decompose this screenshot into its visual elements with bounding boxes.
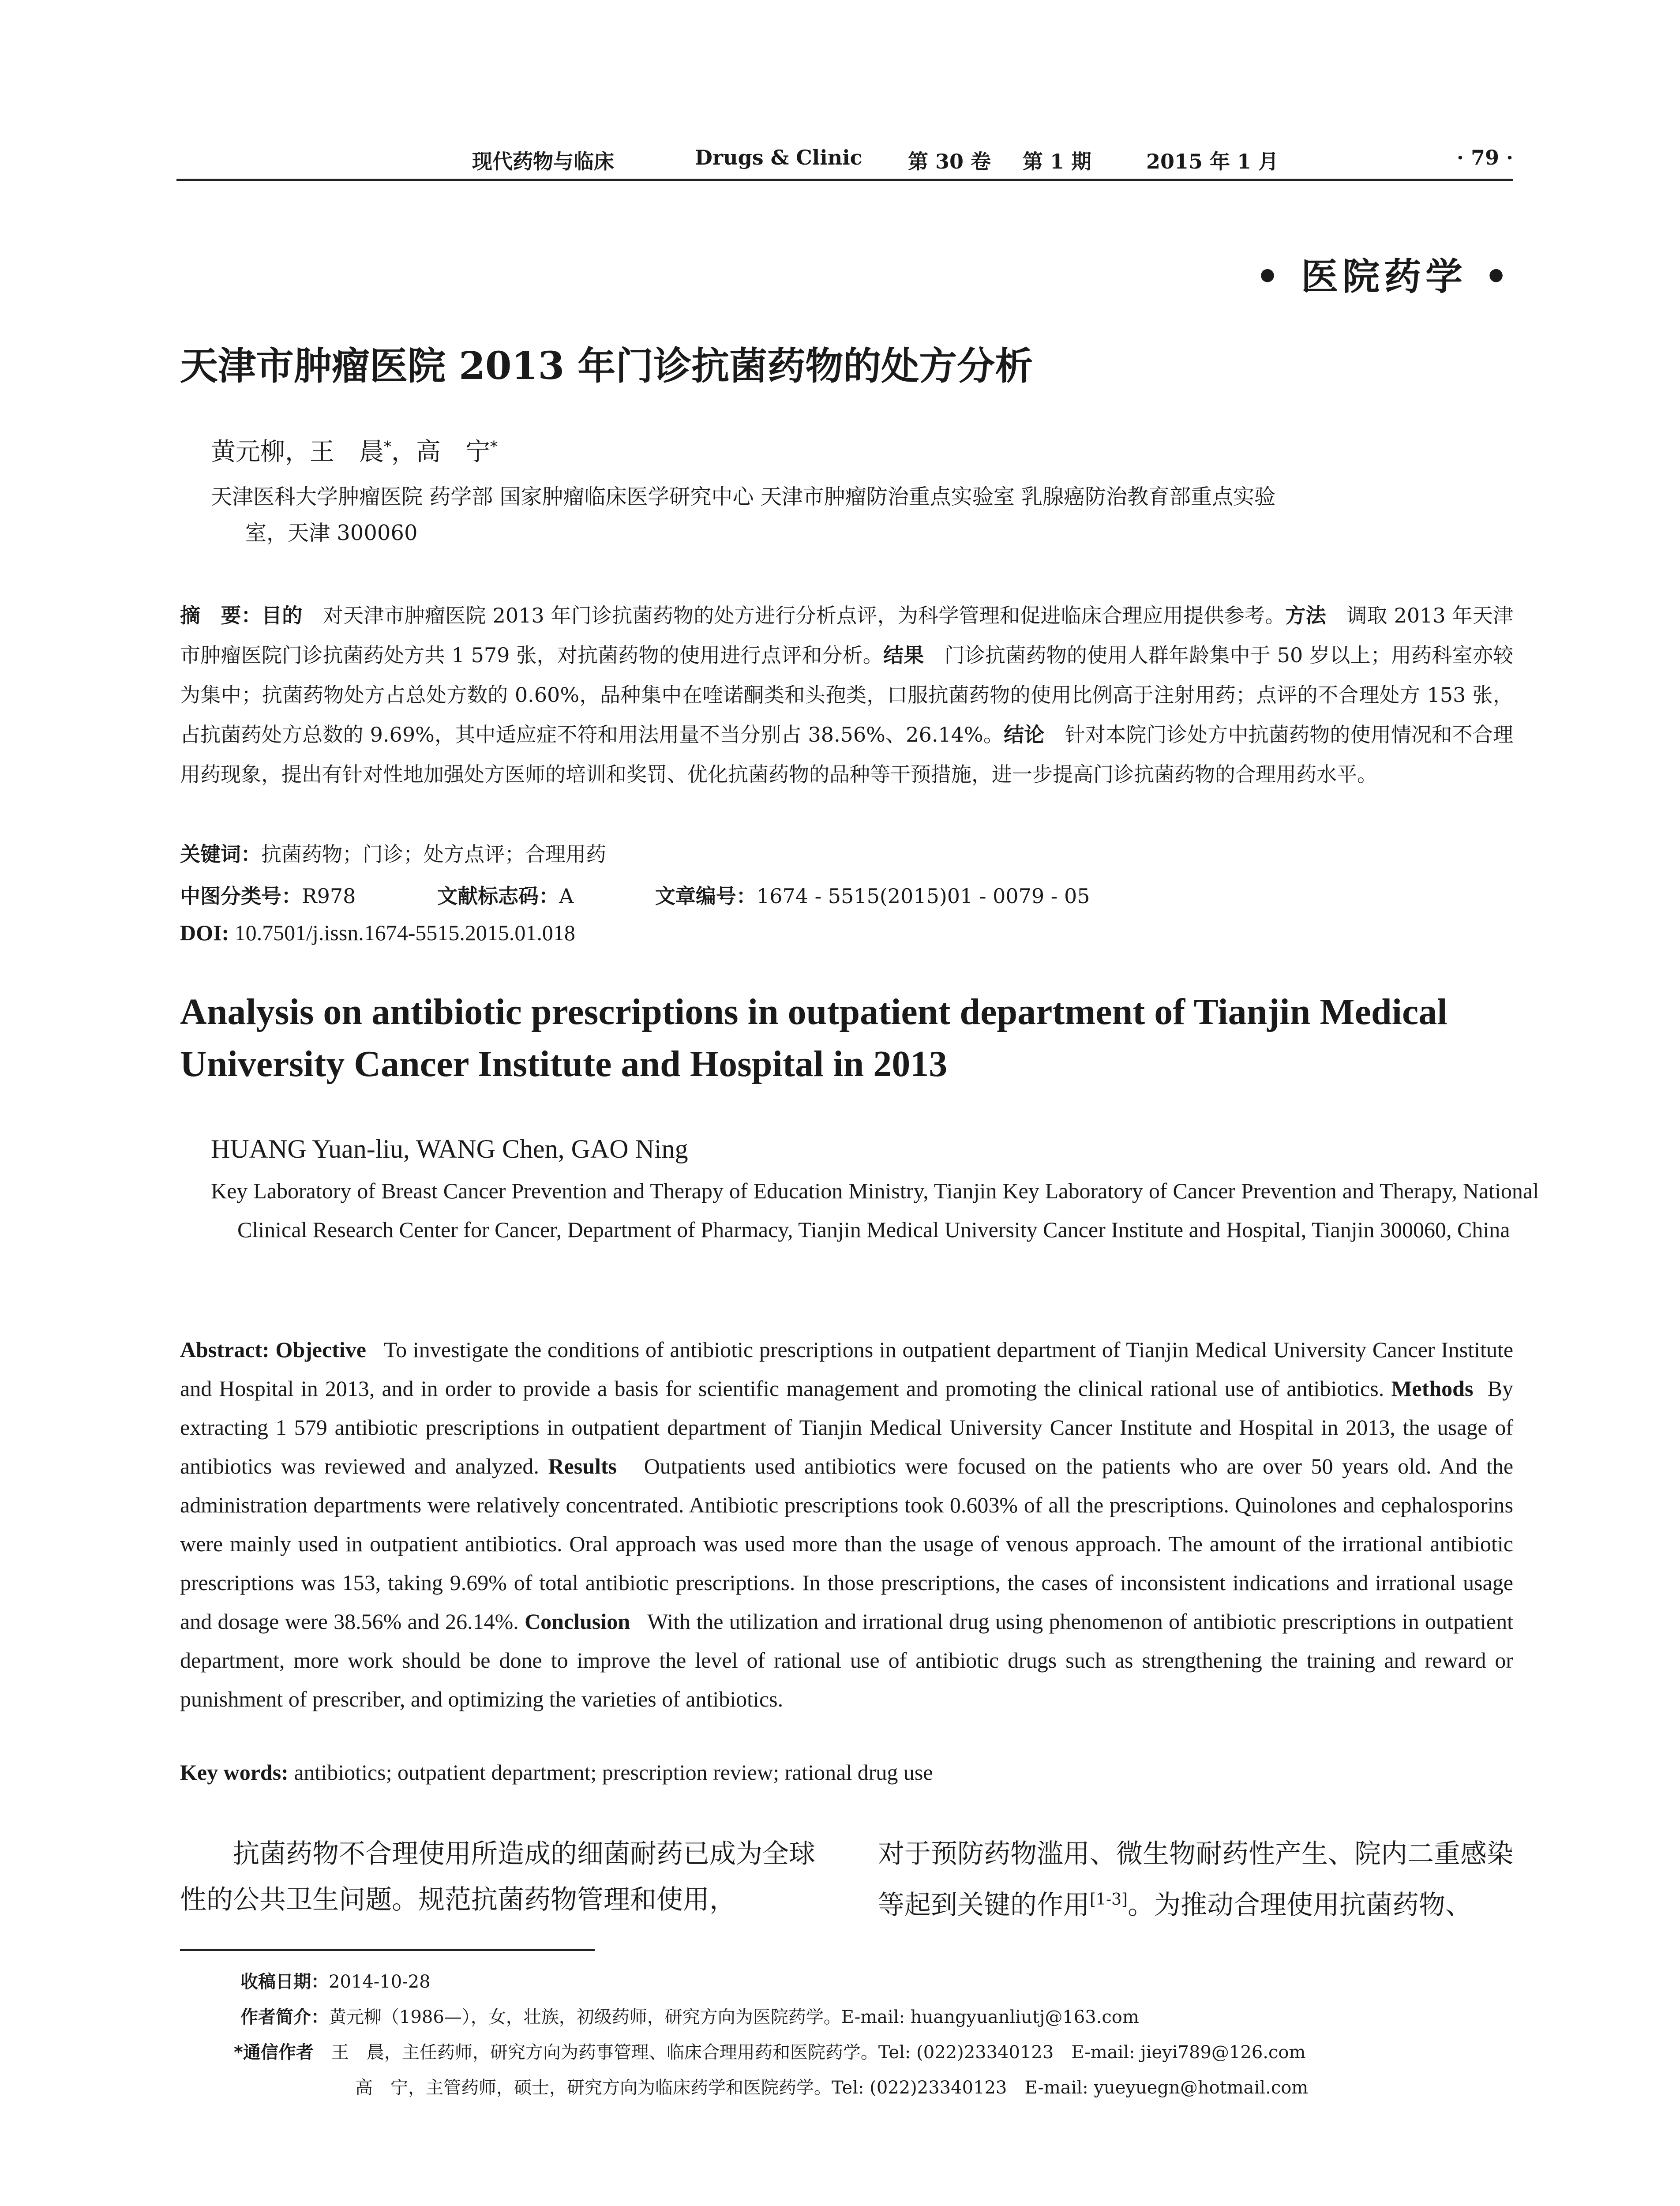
page-number: · 79 · <box>1456 146 1513 169</box>
methods-text: 调取 2013 年天津市肿瘤医院门诊抗菌药处方共 1 579 张，对抗菌药物的使用进行点评和分析。 <box>180 604 1514 667</box>
results-label: 结果 <box>883 643 924 667</box>
clc-label: 中图分类号： <box>180 884 302 908</box>
abstract-label: 摘 要： <box>180 604 262 627</box>
objective-label: Objective <box>275 1337 366 1362</box>
corresponding-mark: * <box>490 438 498 456</box>
journal-name-cn: 现代药物与临床 <box>472 150 614 173</box>
bio-text: 黄元柳（1986—），女，壮族，初级药师，研究方向为医院药学。E-mail: huangyuanliutj@163.com <box>329 2007 1139 2027</box>
author-name: 高 宁 <box>416 438 490 466</box>
en-title: Analysis on antibiotic prescriptions in outpatient department of Tianjin Medical University Cancer Institute and Hospital in 2013 <box>180 991 1448 1084</box>
cn-classification <box>180 880 1090 909</box>
abstract-label: Abstract: <box>180 1337 270 1362</box>
keywords-text: 抗菌药物；门诊；处方点评；合理用药 <box>261 842 606 866</box>
author-name: 黄元柳 <box>211 438 285 466</box>
body-text: 。为推动合理使用抗菌药物、 <box>1128 1890 1472 1921</box>
clc-value: R978 <box>302 884 356 908</box>
doc-code-value: A <box>559 884 574 908</box>
corresponding-mark: * <box>384 438 391 456</box>
volume: 第 30 卷 <box>908 150 991 173</box>
en-keywords <box>180 1760 1513 1785</box>
cn-affiliation-line-1: 天津医科大学肿瘤医院 药学部 国家肿瘤临床医学研究中心 天津市肿瘤防治重点实验室 乳腺癌防治教育部重点实验 <box>211 484 1276 509</box>
conclusion-label: 结论 <box>1004 723 1045 747</box>
corresponding-author-2: 高 宁，主管药师，硕士，研究方向为临床药学和医院药学。Tel: (022)23340123 E-mail: yueyuegn@hotmail.com <box>355 2078 1309 2098</box>
corresponding-author-1: 王 晨，主任药师，研究方向为药事管理、临床合理用药和医院药学。Tel: (022)23340123 E-mail: jieyi789@126.com <box>331 2042 1306 2063</box>
received-label: 收稿日期： <box>240 1972 329 1992</box>
footnote-received <box>240 1968 431 1993</box>
citation-ref: [1-3] <box>1090 1891 1128 1909</box>
section-label: • 医院药学 • <box>1256 255 1512 298</box>
conclusion-label: Conclusion <box>525 1609 630 1634</box>
conclusion-text: With the utilization and irrational drug using phenomenon of antibiotic prescriptions in outpatient department, more work should be done to improve the level of rational use of antibiotic drugs such as strengthening the training and reward or punishment of prescriber, and optimizing the varieties of antibiotics. <box>180 1609 1514 1711</box>
article-no-value: 1674 - 5515(2015)01 - 0079 - 05 <box>756 884 1090 908</box>
cn-title: 天津市肿瘤医院 2013 年门诊抗菌药物的处方分析 <box>180 344 1033 388</box>
objective-text: To investigate the conditions of antibiotic prescriptions in outpatient department of Tianjin Medical University Cancer Institute and Hospital in 2013, and in order to provide a basis for scientific management and promoting the clinical rational use of antibiotics. <box>180 1337 1514 1401</box>
doi-value: 10.7501/j.issn.1674-5515.2015.01.018 <box>234 920 575 945</box>
objective-label: 目的 <box>262 604 303 627</box>
doi-label: DOI: <box>180 920 229 945</box>
article-no-label: 文章编号： <box>655 884 757 908</box>
cn-authors: 黄元柳，王 晨*，高 宁* <box>211 438 498 466</box>
results-text: Outpatients used antibiotics were focused on the patients who are over 50 years old. And the administration departments were relatively concentrated. Antibiotic prescriptions took 0.603% of all the prescriptions. Quinolones and cephalosporins were mainly used in outpatient antibiotics. Oral approach was used more than the usage of venous approach. The amount of the irrational antibiotic prescriptions was 153, taking 9.69% of total antibiotic prescriptions. In those prescriptions, the cases of inconsistent indications and irrational usage and dosage were 38.56% and 26.14%. <box>180 1454 1514 1634</box>
doc-code-label: 文献标志码： <box>437 884 559 908</box>
cn-abstract <box>180 596 1513 794</box>
body-column-left: 抗菌药物不合理使用所造成的细菌耐药已成为全球性的公共卫生问题。规范抗菌药物管理和使用， <box>180 1838 815 1915</box>
running-header <box>176 146 1513 181</box>
footnote-divider <box>180 1949 595 1951</box>
body-column-right <box>878 1831 1513 1928</box>
en-abstract <box>180 1330 1513 1718</box>
body-text: 对于预防药物滥用、微生物耐药性产生、院内二重感染等起到关键的作用 <box>878 1838 1513 1921</box>
journal-name-en: Drugs & Clinic <box>695 146 862 169</box>
en-authors: HUANG Yuan-liu, WANG Chen, GAO Ning <box>211 1134 688 1163</box>
results-text: 门诊抗菌药物的使用人群年龄集中于 50 岁以上；用药科室亦较为集中；抗菌药物处方占总处方数的 0.60%，品种集中在喹诺酮类和头孢类，口服抗菌药物的使用比例高于注射用药；点评的不合理处方 153 张，占抗菌药处方总数的 9.69%，其中适应症不符和用法用量不当分别占 38.56%、26.14%。 <box>180 643 1514 747</box>
methods-label: 方法 <box>1285 604 1326 627</box>
issue-date: 2015 年 1 月 <box>1146 150 1279 173</box>
footnote-author-bio <box>240 2003 1139 2028</box>
keywords-label: 关键词： <box>180 842 261 866</box>
cn-keywords <box>180 838 606 867</box>
cn-affiliation-line-2: 室，天津 300060 <box>245 521 418 545</box>
corresponding-label: *通信作者 <box>234 2042 314 2063</box>
doi-line <box>180 920 575 945</box>
methods-label: Methods <box>1391 1376 1474 1401</box>
footnote-corresponding <box>234 2038 1305 2063</box>
results-label: Results <box>548 1454 617 1478</box>
author-name: 王 晨 <box>310 438 384 466</box>
bio-label: 作者简介： <box>240 2007 329 2027</box>
methods-text: By extracting 1 579 antibiotic prescriptions in outpatient department of Tianjin Medical University Cancer Institute and Hospital in 2013, the usage of antibiotics was reviewed and analyzed. <box>180 1376 1514 1478</box>
objective-text: 对天津市肿瘤医院 2013 年门诊抗菌药物的处方进行分析点评，为科学管理和促进临床合理应用提供参考。 <box>322 604 1286 627</box>
received-date: 2014-10-28 <box>329 1972 431 1992</box>
conclusion-text: 针对本院门诊处方中抗菌药物的使用情况和不合理用药现象，提出有针对性地加强处方医师的培训和奖罚、优化抗菌药物的品种等干预措施，进一步提高门诊抗菌药物的合理用药水平。 <box>180 723 1514 786</box>
keywords-text: antibiotics; outpatient department; prescription review; rational drug use <box>294 1760 933 1785</box>
keywords-label: Key words: <box>180 1760 289 1785</box>
en-affiliation: Key Laboratory of Breast Cancer Prevention and Therapy of Education Ministry, Tianjin Key Laboratory of Cancer Prevention and Therapy, National Clinical Research Center for Cancer, Department of Pharmacy, Tianjin Medical University Cancer Institute and Hospital, Tianjin 300060, China <box>211 1178 1539 1242</box>
issue: 第 1 期 <box>1023 150 1092 173</box>
